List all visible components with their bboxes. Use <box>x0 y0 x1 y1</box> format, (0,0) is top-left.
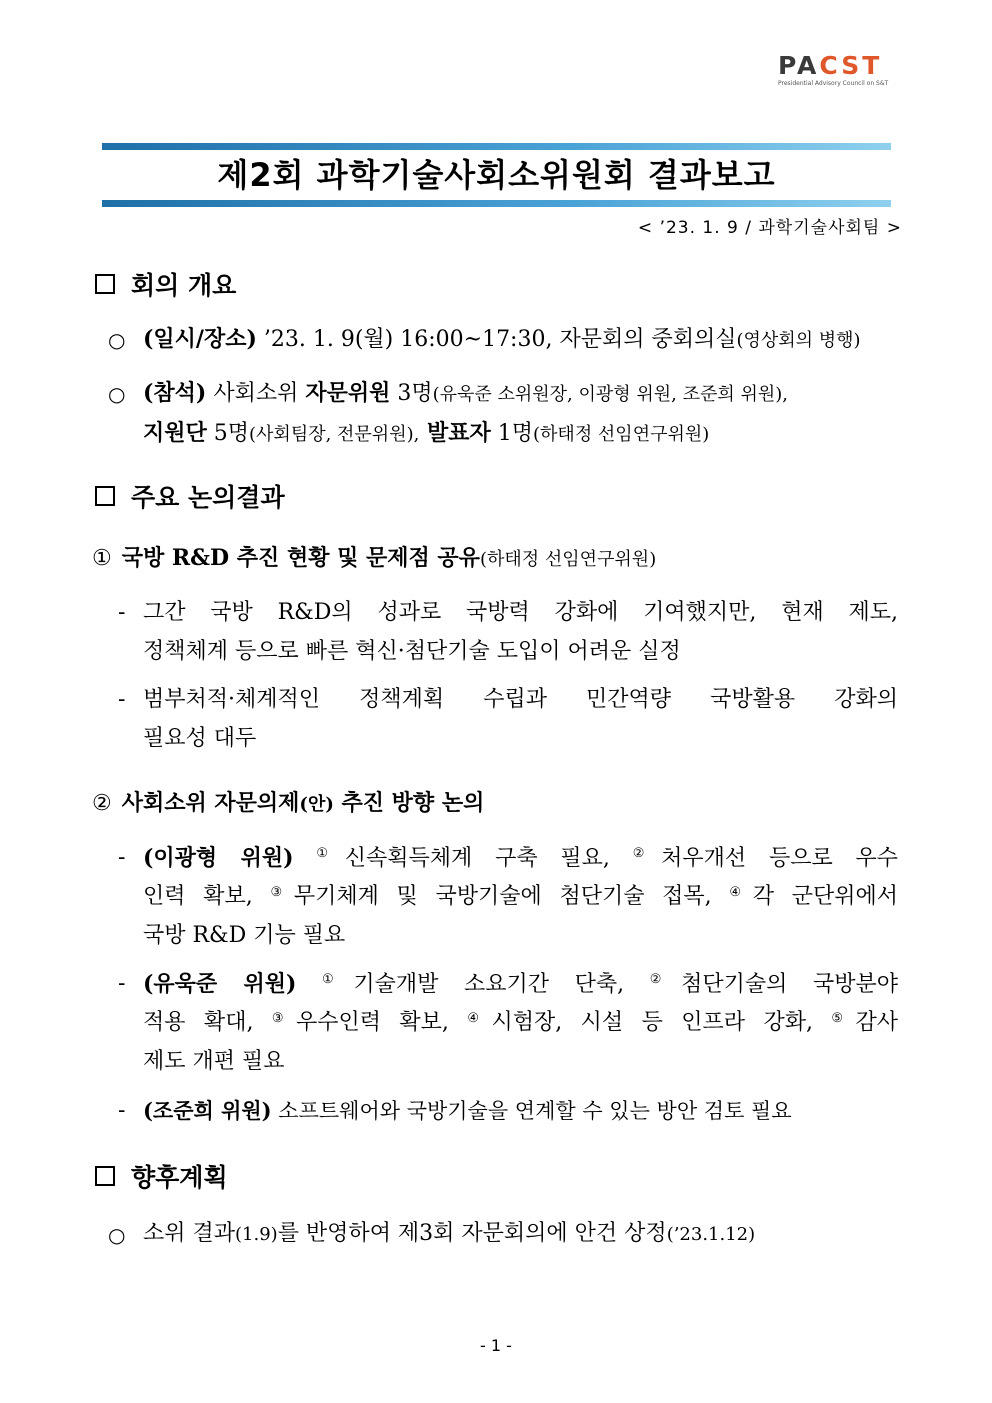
overview-attendees-line1: (참석) 사회소위 자문위원 3명(유욱준 소위원장, 이광형 위원, 조준희 위원), <box>143 380 789 406</box>
dateline: < ’23. 1. 9 / 과학기술사회팀 > <box>637 218 902 238</box>
yoo-opinion-line3: 제도 개편 필요 <box>143 1049 285 1074</box>
circle-bullet-icon: ○ <box>108 382 126 406</box>
lee-opinion-line2: 인력 확보, ③무기체계 및 국방기술에 첨단기술 접목, ④각 군단위에서 <box>143 884 898 909</box>
item2-heading: ② 사회소위 자문의제(안) 추진 방향 논의 <box>92 790 485 816</box>
overview-attendees-line2: 지원단 5명(사회팀장, 전문위원), 발표자 1명(하태정 선임연구위원) <box>143 420 710 446</box>
dash-marker: - <box>118 600 126 625</box>
section-plan-heading: 향후계획 <box>95 1158 228 1194</box>
circle-bullet-icon: ○ <box>108 1223 126 1247</box>
section-square-icon <box>95 1166 115 1186</box>
plan-line: 소위 결과(1.9)를 반영하여 제3회 자문회의에 안건 상정(’23.1.12) <box>143 1221 756 1246</box>
title-bar-bottom <box>102 200 891 207</box>
item1-p2-line2: 필요성 대두 <box>143 726 257 751</box>
dash-marker: - <box>118 845 126 870</box>
section-results-heading: 주요 논의결과 <box>95 478 285 514</box>
cho-opinion-line: (조준희 위원) 소프트웨어와 국방기술을 연계할 수 있는 방안 검토 필요 <box>143 1098 792 1123</box>
title-bar-top <box>102 143 891 150</box>
section-square-icon <box>95 486 115 506</box>
logo-subtitle: Presidential Advisory Council on S&T <box>778 80 889 87</box>
section-square-icon <box>95 274 115 294</box>
item1-heading: ① 국방 R&D 추진 현황 및 문제점 공유(하태정 선임연구위원) <box>92 545 657 571</box>
circle-bullet-icon: ○ <box>108 328 126 352</box>
section-overview-heading: 회의 개요 <box>95 266 236 302</box>
logo-wordmark: PACST <box>778 51 883 80</box>
yoo-opinion-line1: (유욱준 위원) ①기술개발 소요기간 단축, ②첨단기술의 국방분야 <box>143 971 899 997</box>
item1-p1-line1: 그간 국방 R&D의 성과로 국방력 강화에 기여했지만, 현재 제도, <box>143 600 898 625</box>
item1-p1-line2: 정책체계 등으로 빠른 혁신·첨단기술 도입이 어려운 실정 <box>143 639 681 664</box>
document-title: 제2회 과학기술사회소위원회 결과보고 <box>217 156 776 194</box>
page-number: - 1 - <box>480 1336 512 1355</box>
dash-marker: - <box>118 1098 126 1123</box>
overview-date-line: (일시/장소) ’23. 1. 9(월) 16:00~17:30, 자문회의 중회의실(영상회의 병행) <box>143 326 861 352</box>
pacst-logo <box>778 53 898 93</box>
dash-marker: - <box>118 687 126 712</box>
dash-marker: - <box>118 971 126 996</box>
yoo-opinion-line2: 적용 확대, ③우수인력 확보, ④시험장, 시설 등 인프라 강화, ⑤감사 <box>143 1010 899 1035</box>
lee-opinion-line1: (이광형 위원) ①신속획득체계 구축 필요, ②처우개선 등으로 우수 <box>143 845 898 871</box>
item1-p2-line1: 범부처적·체계적인 정책계획 수립과 민간역량 국방활용 강화의 <box>143 687 898 712</box>
lee-opinion-line3: 국방 R&D 기능 필요 <box>143 923 346 948</box>
